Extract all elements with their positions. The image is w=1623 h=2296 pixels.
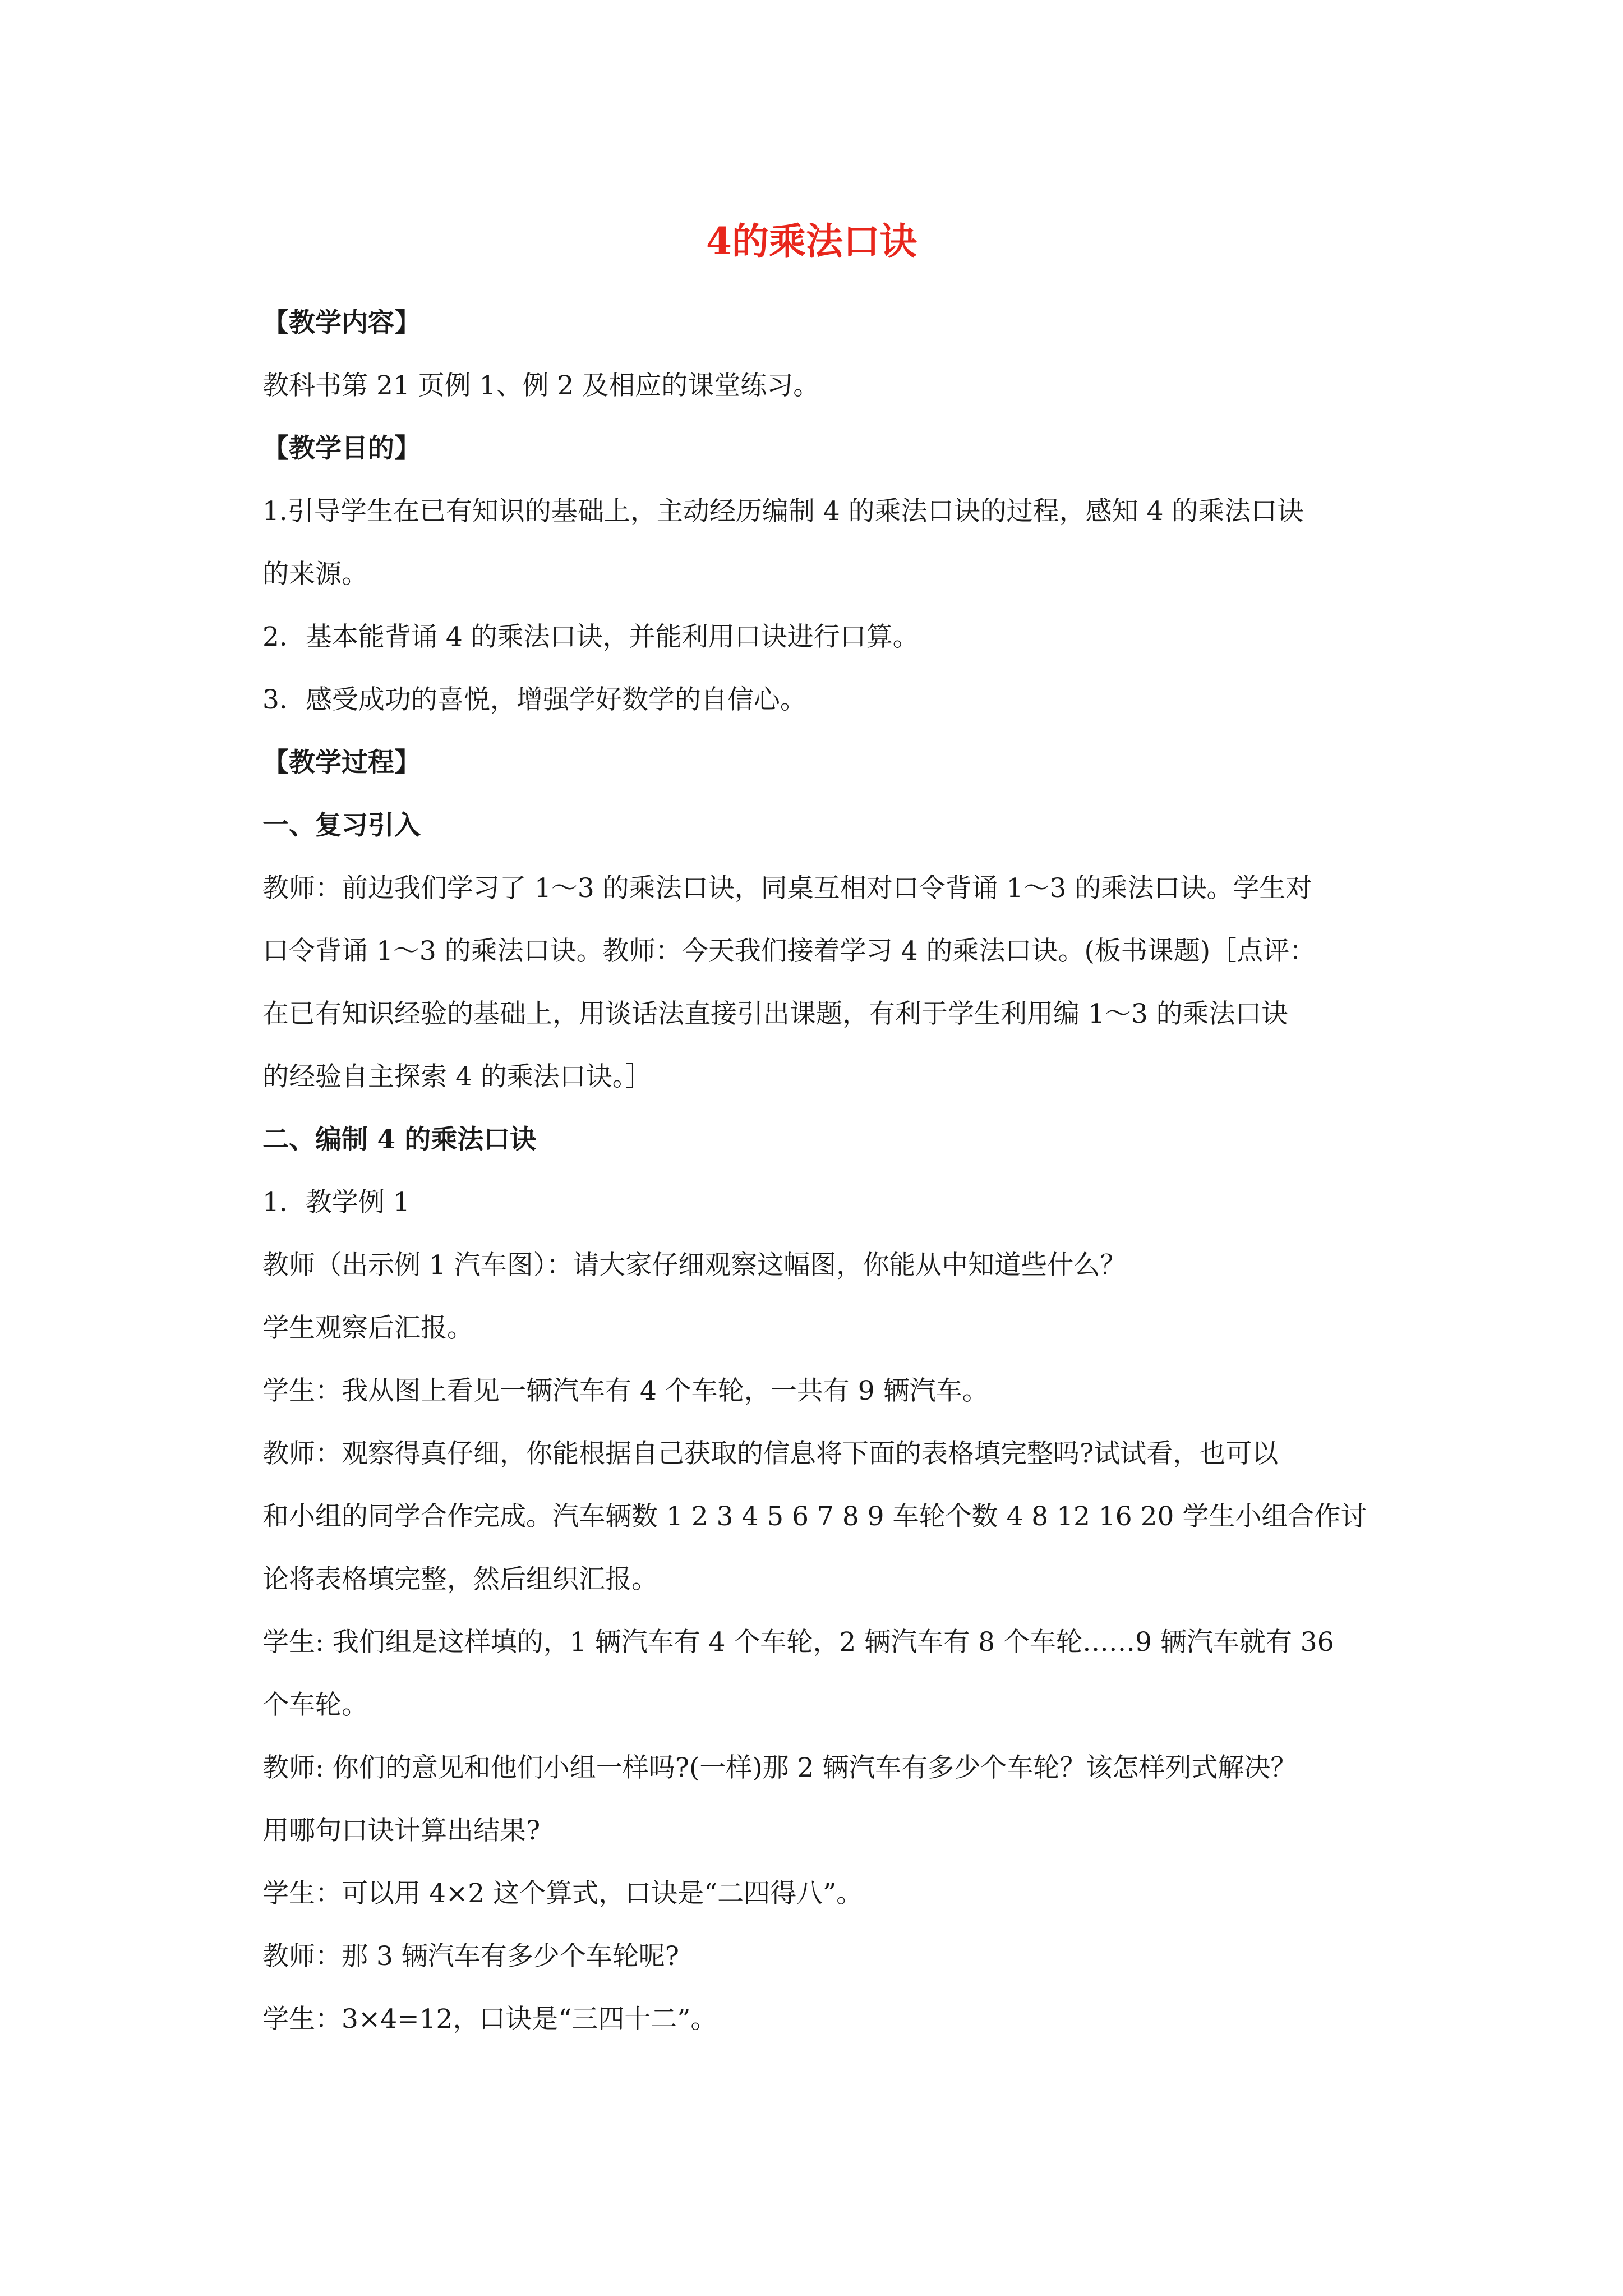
text-line: 3．感受成功的喜悦，增强学好数学的自信心。	[262, 684, 806, 715]
section-heading: 【教学内容】	[262, 307, 421, 338]
section-heading: 二、编制 4 的乘法口诀	[262, 1124, 537, 1155]
section-heading: 【教学目的】	[262, 433, 421, 464]
text-line: 的来源。	[262, 559, 368, 590]
text-line: 1．教学例 1	[262, 1187, 410, 1218]
text-line: 在已有知识经验的基础上，用谈话法直接引出课题，有利于学生利用编 1～3 的乘法口诀	[262, 999, 1288, 1029]
text-line: 教师：那 3 辆汽车有多少个车轮呢?	[262, 1941, 679, 1972]
text-line: 学生: 我们组是这样填的，1 辆汽车有 4 个车轮，2 辆汽车有 8 个车轮……9 辆汽车就有 36	[262, 1627, 1334, 1658]
text-line: 学生：3×4=12，口诀是“三四十二”。	[262, 2004, 717, 2035]
text-line: 学生：可以用 4×2 这个算式，口诀是“二四得八”。	[262, 1878, 863, 1909]
text-line: 教科书第 21 页例 1、例 2 及相应的课堂练习。	[262, 370, 820, 401]
document-title: 4的乘法口诀	[706, 219, 917, 263]
section-heading: 一、复习引入	[262, 810, 421, 841]
text-line: 用哪句口诀计算出结果?	[262, 1815, 541, 1846]
text-line: 教师：前边我们学习了 1～3 的乘法口诀，同桌互相对口令背诵 1～3 的乘法口诀。学生对	[262, 873, 1312, 904]
text-line: 2．基本能背诵 4 的乘法口诀，并能利用口诀进行口算。	[262, 622, 919, 652]
text-line: 教师（出示例 1 汽车图）：请大家仔细观察这幅图，你能从中知道些什么？	[262, 1250, 1127, 1281]
text-line: 学生观察后汇报。	[262, 1313, 473, 1343]
text-line: 论将表格填完整，然后组织汇报。	[262, 1564, 658, 1595]
text-line: 口令背诵 1～3 的乘法口诀。教师：今天我们接着学习 4 的乘法口诀。(板书课题)［点评：	[262, 936, 1316, 967]
text-line: 的经验自主探索 4 的乘法口诀。］	[262, 1061, 652, 1092]
text-line: 教师：观察得真仔细，你能根据自己获取的信息将下面的表格填完整吗?试试看，也可以	[262, 1438, 1279, 1469]
text-line: 学生：我从图上看见一辆汽车有 4 个车轮，一共有 9 辆汽车。	[262, 1375, 989, 1406]
text-line: 和小组的同学合作完成。汽车辆数 1 2 3 4 5 6 7 8 9 车轮个数 4 8 12 16 20 学生小组合作讨	[262, 1501, 1367, 1532]
text-line: 个车轮。	[262, 1690, 368, 1720]
section-heading: 【教学过程】	[262, 747, 421, 778]
document-body	[262, 292, 1384, 2051]
text-line: 1.引导学生在已有知识的基础上，主动经历编制 4 的乘法口诀的过程，感知 4 的乘法口诀	[262, 496, 1304, 527]
text-line: 教师: 你们的意见和他们小组一样吗?(一样)那 2 辆汽车有多少个车轮？该怎样列式解决？	[262, 1752, 1297, 1783]
